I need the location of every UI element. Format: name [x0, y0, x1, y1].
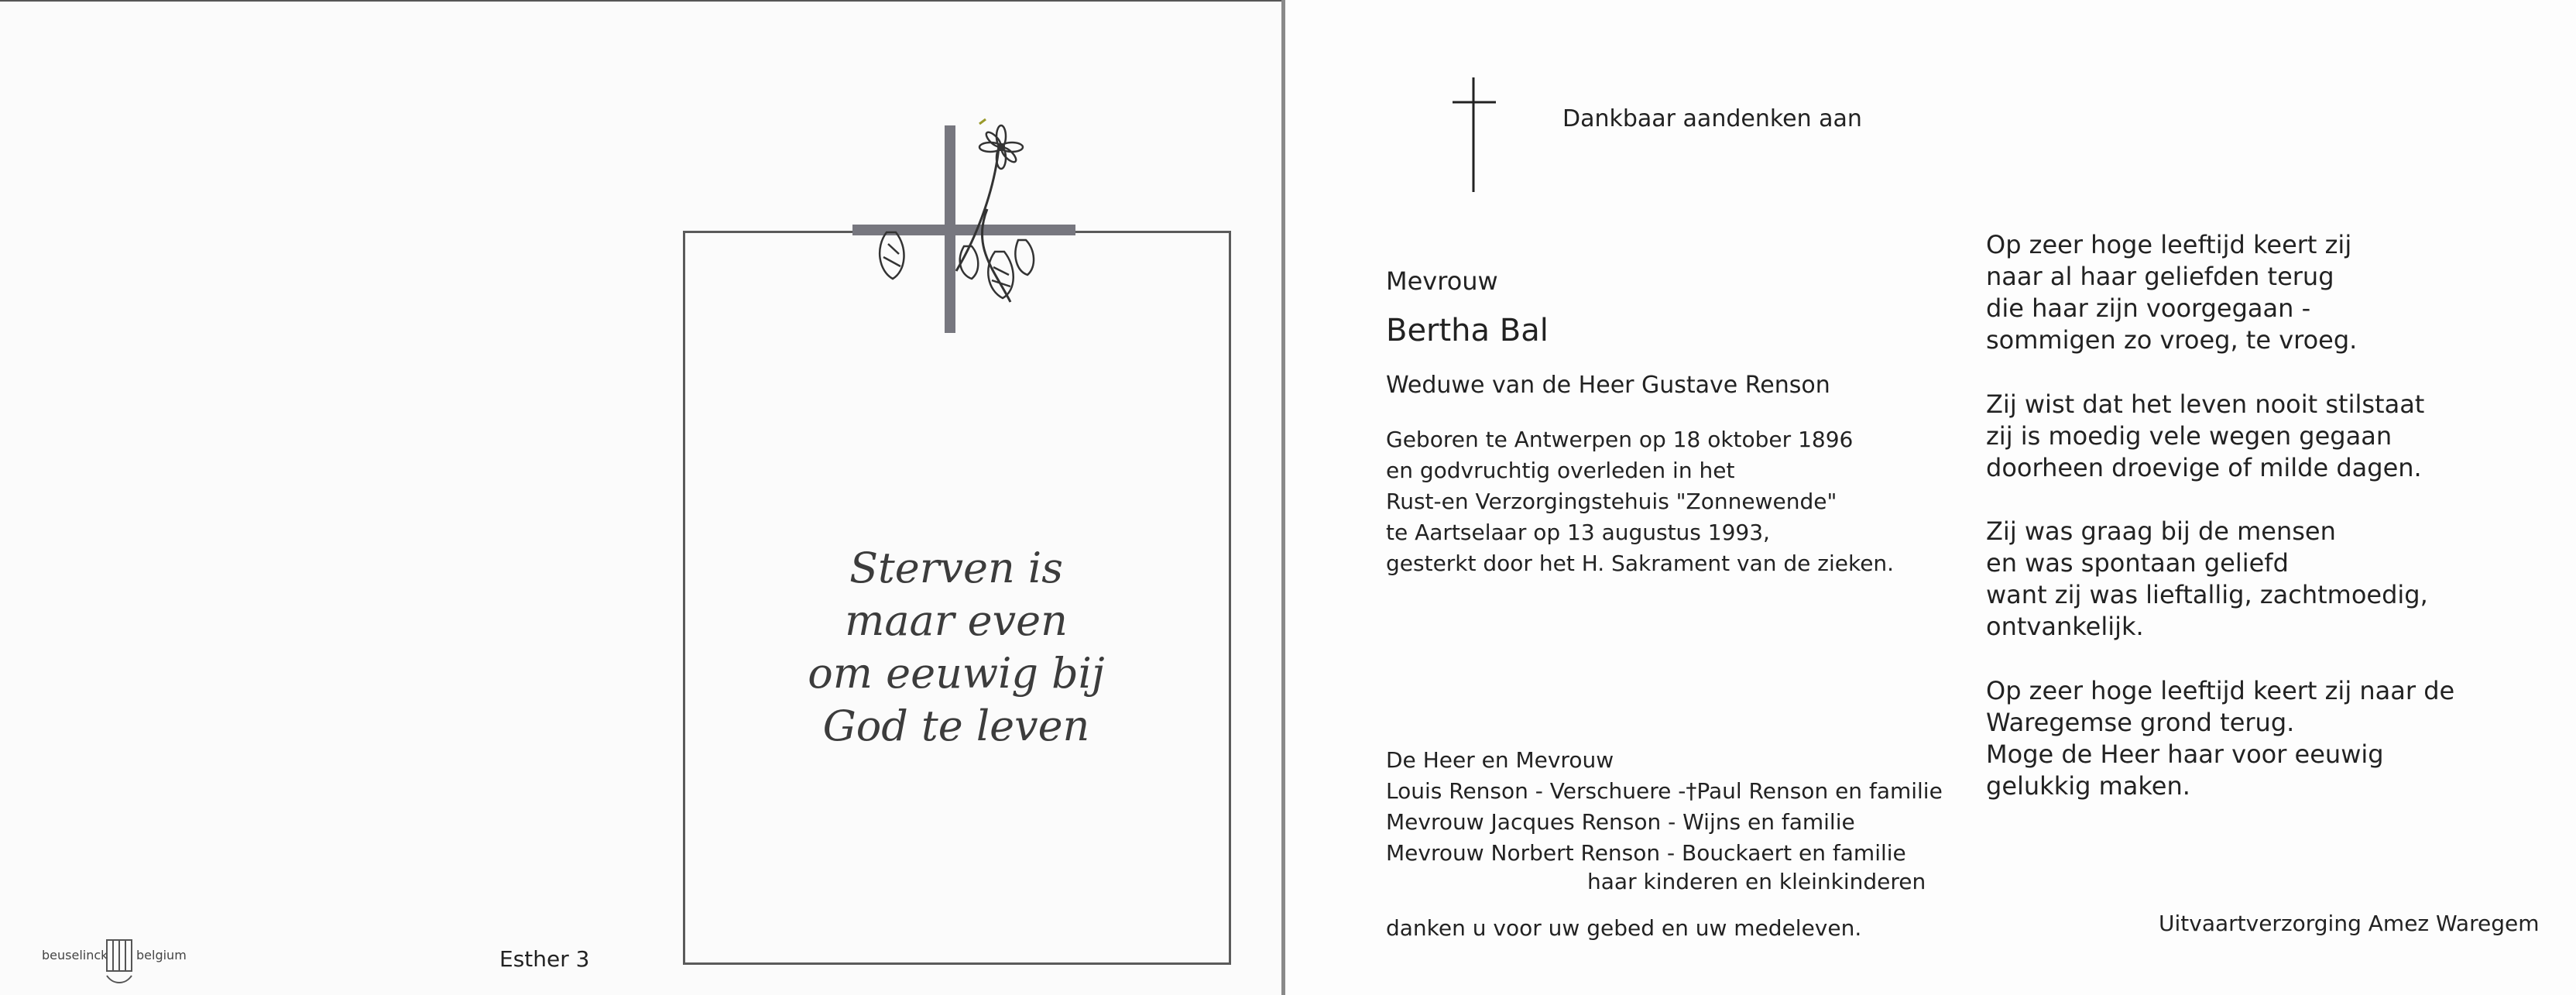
verse-line: ontvankelijk.	[1986, 612, 2144, 641]
salutation: Mevrouw	[1386, 266, 1498, 296]
biography	[1386, 424, 1894, 579]
family-line: Mevrouw Jacques Renson - Wijns en familie	[1386, 809, 1855, 835]
verse-line: Zij was graag bij de mensen	[1986, 516, 2336, 546]
biography-line: Rust-en Verzorgingstehuis "Zonnewende"	[1386, 489, 1837, 514]
verse-line: Op zeer hoge leeftijd keert zij	[1986, 230, 2352, 259]
biography-line: en godvruchtig overleden in het	[1386, 458, 1735, 483]
verse-2	[1986, 389, 2424, 484]
verse-line: Zij wist dat het leven nooit stilstaat	[1986, 389, 2425, 419]
thanks-line: danken u voor uw gebed en uw medeleven.	[1386, 915, 1862, 941]
poem-text: Sterven is maar even om eeuwig bij God te leven	[808, 544, 1105, 750]
verse-line: doorheen droevige of milde dagen.	[1986, 453, 2422, 482]
verse-line: naar al haar geliefden terug	[1986, 262, 2334, 291]
family-line: De Heer en Mevrouw	[1386, 747, 1614, 773]
logo-right-text: belgium	[136, 948, 187, 962]
verse-line: Waregemse grond terug.	[1986, 708, 2295, 737]
undertaker: Uitvaartverzorging Amez Waregem	[2159, 911, 2540, 936]
verse-line: Moge de Heer haar voor eeuwig	[1986, 739, 2384, 769]
biography-line: Geboren te Antwerpen op 18 oktober 1896	[1386, 427, 1854, 452]
cross-icon	[1448, 77, 1502, 194]
card-code: Esther 3	[499, 946, 590, 972]
verse-line: zij is moedig vele wegen gegaan	[1986, 421, 2392, 451]
deceased-name: Bertha Bal	[1386, 313, 1549, 348]
family-list	[1386, 745, 1943, 869]
verse-line: sommigen zo vroeg, te vroeg.	[1986, 325, 2358, 355]
verse-line: Op zeer hoge leeftijd keert zij naar de	[1986, 676, 2455, 705]
verse-4	[1986, 675, 2454, 802]
verse-line: en was spontaan geliefd	[1986, 548, 2289, 578]
widow-of: Weduwe van de Heer Gustave Renson	[1386, 372, 1830, 399]
printer-logo	[37, 937, 187, 991]
cross-flower-icon	[840, 116, 1088, 337]
verse-line: want zij was lieftallig, zachtmoedig,	[1986, 580, 2428, 609]
family-children: haar kinderen en kleinkinderen	[1587, 869, 1926, 894]
biography-line: te Aartselaar op 13 augustus 1993,	[1386, 520, 1770, 545]
verse-1	[1986, 229, 2357, 356]
logo-monogram-icon	[104, 937, 135, 986]
logo-left-text: beuselinck	[42, 948, 108, 962]
family-line: Louis Renson - Verschuere -†Paul Renson en familie	[1386, 778, 1943, 804]
verse-line: die haar zijn voorgegaan -	[1986, 293, 2311, 323]
family-line: Mevrouw Norbert Renson - Bouckaert en familie	[1386, 840, 1906, 866]
memorial-header: Dankbaar aandenken aan	[1562, 105, 1862, 132]
biography-line: gesterkt door het H. Sakrament van de zieken.	[1386, 551, 1895, 576]
verse-3	[1986, 516, 2428, 643]
verse-line: gelukkig maken.	[1986, 771, 2190, 801]
